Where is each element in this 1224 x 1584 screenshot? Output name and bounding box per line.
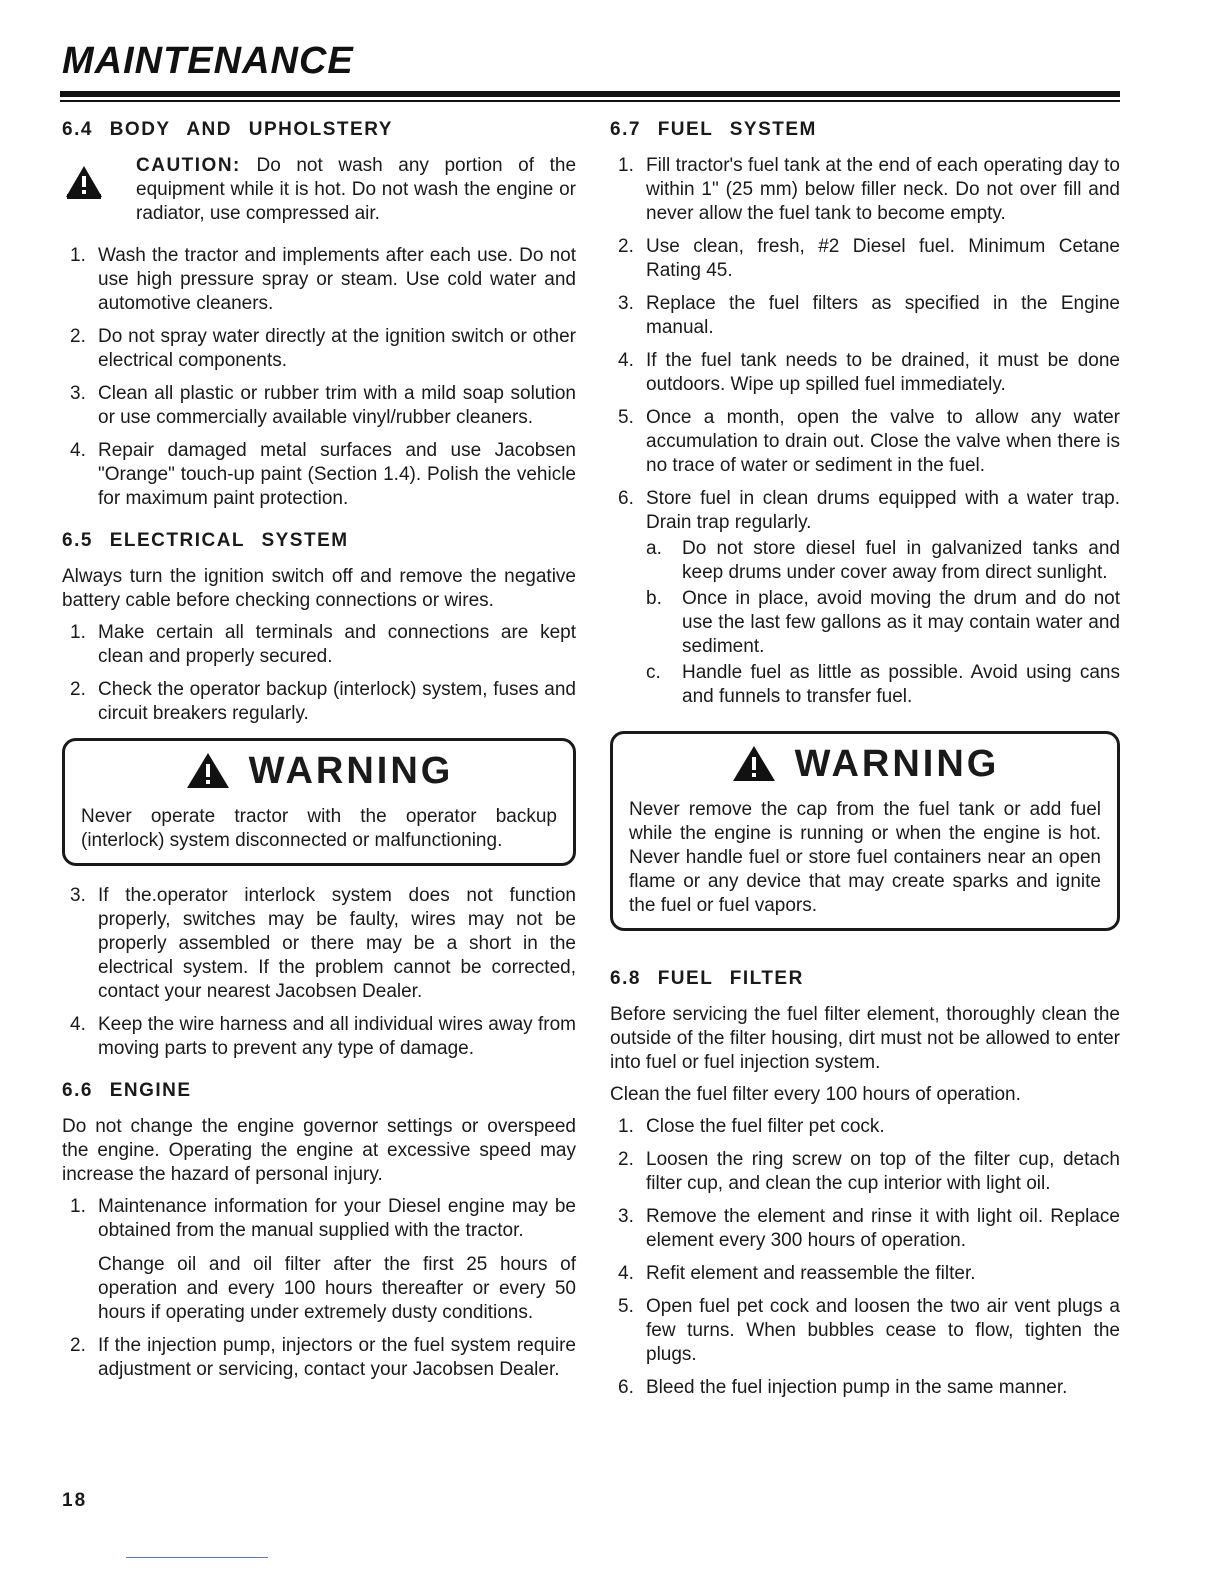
fuel-filter-interval: Clean the fuel filter every 100 hours of operation. bbox=[610, 1084, 1021, 1105]
page-number: 18 bbox=[62, 1490, 88, 1511]
list-item: 1. Wash the tractor and implements after each use. Do not use high pressure spray or steam. Use cold water and automotive cleaners. bbox=[70, 245, 576, 314]
warning-title: WARNING bbox=[248, 750, 454, 792]
warning-triangle-icon bbox=[185, 751, 231, 791]
list-item: 5. Open fuel pet cock and loosen the two air vent plugs a few turns. When bubbles cease to flow, tighten the plugs. bbox=[618, 1296, 1120, 1365]
fuel-filter-intro: Before servicing the fuel filter element, thoroughly clean the outside of the filter housing, dirt must not be allowed to enter into fuel or fuel injection system. bbox=[610, 1004, 1120, 1073]
list-item: 3. Remove the element and rinse it with light oil. Replace element every 300 hours of operation. bbox=[618, 1206, 1120, 1251]
list-item: 3. Replace the fuel filters as specified in the Engine manual. bbox=[618, 293, 1120, 338]
sub-list-item: c. Handle fuel as little as possible. Avoid using cans and funnels to transfer fuel. bbox=[646, 662, 1120, 707]
page-title: MAINTENANCE bbox=[62, 40, 354, 82]
header-rule-thin bbox=[60, 100, 1120, 102]
list-item: 4. Keep the wire harness and all individual wires away from moving parts to prevent any type of damage. bbox=[70, 1014, 576, 1059]
right-column bbox=[610, 118, 1120, 1409]
list-item: 2. Check the operator backup (interlock) system, fuses and circuit breakers regularly. bbox=[70, 679, 576, 724]
caution-note bbox=[62, 154, 576, 226]
caution-label: CAUTION: bbox=[136, 155, 241, 176]
list-item: 6. Store fuel in clean drums equipped with a water trap. Drain trap regularly. a. Do not store diesel fuel in galvanized tanks and keep drums under cover away from direct sunlight. b. Once in place, avoid moving the drum and do not use the last few gallons as it may contain water and sediment. c. Handle fuel as little as possible. Avoid using cans and funnels to transfer fuel. bbox=[618, 488, 1120, 707]
fuel-system-list bbox=[610, 154, 1120, 709]
header-rule-thick bbox=[60, 91, 1120, 97]
warning-triangle-icon bbox=[64, 164, 104, 200]
list-item: 4. Refit element and reassemble the filter. bbox=[618, 1263, 976, 1284]
electrical-list-a bbox=[62, 621, 576, 726]
list-item: 1. Fill tractor's fuel tank at the end of each operating day to within 1" (25 mm) below filler neck. Do not over fill and never allow the fuel tank to become empty. bbox=[618, 155, 1120, 224]
section-heading-body-upholstery: 6.4 BODY AND UPHOLSTERY bbox=[62, 119, 393, 140]
list-item: 1. Make certain all terminals and connections are kept clean and properly secured. bbox=[70, 622, 576, 667]
list-item: 1. Maintenance information for your Diesel engine may be obtained from the manual supplied with the tractor. Change oil and oil filter after the first 25 hours of operation and every 100 hours thereafter or every 50 hours if operating under extremely dusty conditions. bbox=[70, 1196, 576, 1323]
list-item: 3. If the.operator interlock system does not function properly, switches may be faulty, wires may not be properly assembled or there may be a short in the electrical system. If the problem cannot be corrected, contact your nearest Jacobsen Dealer. bbox=[70, 885, 576, 1002]
list-item: 2. Loosen the ring screw on top of the filter cup, detach filter cup, and clean the cup interior with light oil. bbox=[618, 1149, 1120, 1194]
fuel-storage-sublist bbox=[646, 537, 1120, 709]
list-item: 6. Bleed the fuel injection pump in the same manner. bbox=[618, 1377, 1068, 1398]
engine-intro: Do not change the engine governor settings or overspeed the engine. Operating the engine at excessive speed may increase the hazard of personal injury. bbox=[62, 1116, 576, 1185]
section-heading-engine: 6.6 ENGINE bbox=[62, 1080, 192, 1101]
footer-line bbox=[126, 1557, 268, 1558]
warning-box-interlock bbox=[62, 738, 576, 866]
list-item: 3. Clean all plastic or rubber trim with a mild soap solution or use commercially available vinyl/rubber cleaners. bbox=[70, 383, 576, 428]
warning-title-row bbox=[81, 749, 557, 793]
warning-title: WARNING bbox=[794, 743, 1000, 785]
list-item: 1. Close the fuel filter pet cock. bbox=[618, 1116, 885, 1137]
fuel-filter-list bbox=[610, 1115, 1120, 1400]
list-item: 4. Repair damaged metal surfaces and use Jacobsen "Orange" touch-up paint (Section 1.4). Polish the vehicle for maximum paint protection. bbox=[70, 440, 576, 509]
electrical-list-b bbox=[62, 884, 576, 1061]
warning-title-row bbox=[629, 742, 1101, 786]
warning-box-fuel bbox=[610, 731, 1120, 931]
list-item: 2. If the injection pump, injectors or the fuel system require adjustment or servicing, contact your Jacobsen Dealer. bbox=[70, 1335, 576, 1380]
section-heading-fuel-system: 6.7 FUEL SYSTEM bbox=[610, 119, 817, 140]
sub-list-item: a. Do not store diesel fuel in galvanized tanks and keep drums under cover away from direct sunlight. bbox=[646, 538, 1120, 583]
caution-text: Do not wash any portion of the equipment while it is hot. Do not wash the engine or radiator, use compressed air. bbox=[136, 155, 577, 224]
section-heading-electrical: 6.5 ELECTRICAL SYSTEM bbox=[62, 530, 349, 551]
electrical-intro: Always turn the ignition switch off and remove the negative battery cable before checking connections or wires. bbox=[62, 566, 576, 611]
engine-list bbox=[62, 1195, 576, 1382]
section-heading-fuel-filter: 6.8 FUEL FILTER bbox=[610, 968, 804, 989]
oil-change-note: Change oil and oil filter after the first 25 hours of operation and every 100 hours thereafter or every 50 hours if operating under extremely dusty conditions. bbox=[98, 1254, 576, 1323]
warning-triangle-icon bbox=[731, 744, 777, 784]
sub-list-item: b. Once in place, avoid moving the drum and do not use the last few gallons as it may contain water and sediment. bbox=[646, 588, 1120, 657]
body-upholstery-list bbox=[62, 244, 576, 511]
left-column bbox=[62, 118, 576, 1391]
list-item: 4. If the fuel tank needs to be drained, it must be done outdoors. Wipe up spilled fuel immediately. bbox=[618, 350, 1120, 395]
list-item: 2. Use clean, fresh, #2 Diesel fuel. Minimum Cetane Rating 45. bbox=[618, 236, 1120, 281]
list-item: 5. Once a month, open the valve to allow any water accumulation to drain out. Close the valve when there is no trace of water or sediment in the fuel. bbox=[618, 407, 1120, 476]
warning-text: Never remove the cap from the fuel tank or add fuel while the engine is running or when the engine is hot. Never handle fuel or store fuel containers near an open flame or any device that may create sparks and ignite the fuel or fuel vapors. bbox=[629, 799, 1101, 916]
warning-text: Never operate tractor with the operator backup (interlock) system disconnected or malfunctioning. bbox=[81, 806, 557, 851]
list-item: 2. Do not spray water directly at the ignition switch or other electrical components. bbox=[70, 326, 576, 371]
